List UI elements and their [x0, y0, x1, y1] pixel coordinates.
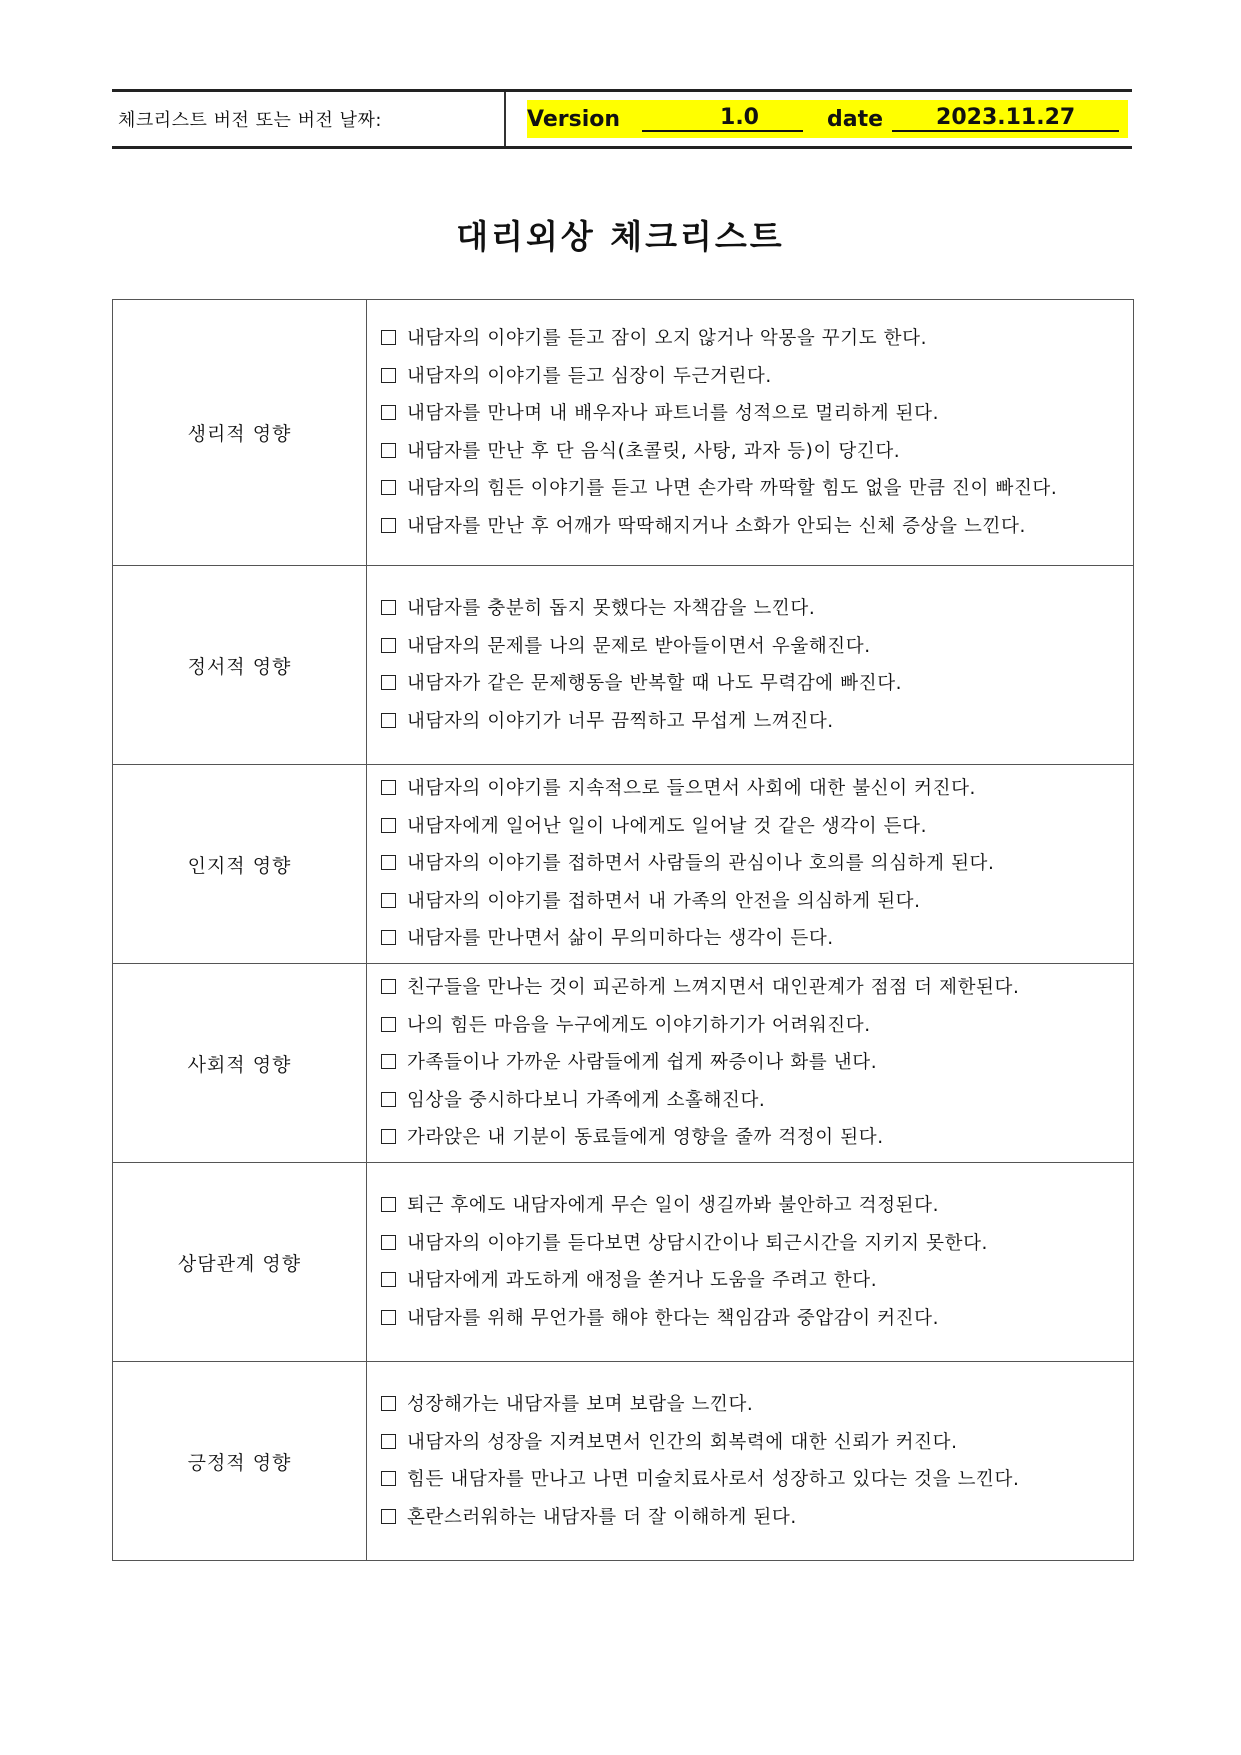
checkbox[interactable] [381, 1310, 396, 1325]
checklist-items [367, 1163, 1134, 1362]
checkbox[interactable] [381, 443, 396, 458]
checklist-items [367, 964, 1134, 1163]
checkbox[interactable] [381, 1017, 396, 1032]
checklist-item [381, 808, 1133, 846]
checklist-item-text: 내담자의 문제를 나의 문제로 받아들이면서 우울해진다. [407, 635, 871, 657]
checkbox[interactable] [381, 480, 396, 495]
checkbox[interactable] [381, 1129, 396, 1144]
checklist-row [113, 1362, 1134, 1561]
checklist-item-text: 내담자를 충분히 돕지 못했다는 자책감을 느낀다. [407, 598, 816, 619]
checkbox[interactable] [381, 1272, 396, 1287]
checklist-item-text: 나의 힘든 마음을 누구에게도 이야기하기가 어려워진다. [407, 1014, 871, 1036]
checklist-item [381, 1007, 1133, 1045]
category-label: 상담관계 영향 [113, 1163, 367, 1362]
checklist-item-text: 성장해가는 내담자를 보며 보람을 느낀다. [407, 1394, 754, 1415]
checklist-item-text: 내담자의 힘든 이야기를 듣고 나면 손가락 까딱할 힘도 없을 만큼 진이 빠진다. [407, 478, 1058, 499]
checkbox[interactable] [381, 405, 396, 420]
checkbox[interactable] [381, 1434, 396, 1449]
checklist-row [113, 964, 1134, 1163]
checklist-item [381, 703, 1133, 741]
checkbox[interactable] [381, 1054, 396, 1069]
checklist-items [367, 566, 1134, 765]
checklist-item-text: 내담자의 이야기를 듣고 심장이 두근거린다. [407, 365, 772, 387]
checkbox[interactable] [381, 1471, 396, 1486]
checklist-item [381, 969, 1133, 1007]
checklist-item [381, 1300, 1133, 1338]
checkbox[interactable] [381, 638, 396, 653]
checklist-item-text: 내담자의 이야기를 접하면서 내 가족의 안전을 의심하게 된다. [407, 890, 921, 912]
checklist-item [381, 320, 1133, 358]
document-title: 대리외상 체크리스트 [456, 217, 785, 256]
checkbox[interactable] [381, 893, 396, 908]
checklist-row [113, 566, 1134, 765]
checkbox[interactable] [381, 1235, 396, 1250]
checkbox[interactable] [381, 818, 396, 833]
checklist-item-text: 가라앉은 내 기분이 동료들에게 영향을 줄까 걱정이 된다. [407, 1127, 884, 1149]
checklist-item-text: 내담자를 만나면서 삶이 무의미하다는 생각이 든다. [407, 928, 834, 950]
checkbox[interactable] [381, 713, 396, 728]
checklist-item [381, 1424, 1133, 1462]
version-highlight [527, 100, 1128, 138]
checklist-item-text: 임상을 중시하다보니 가족에게 소홀해진다. [407, 1089, 766, 1111]
checklist-item-text: 내담자를 만난 후 어깨가 딱딱해지거나 소화가 안되는 신체 증상을 느낀다. [407, 515, 1026, 537]
checklist-item [381, 395, 1133, 433]
checklist-item-text: 내담자가 같은 문제행동을 반복할 때 나도 무력감에 빠진다. [407, 673, 903, 694]
checklist-item-text: 내담자의 이야기가 너무 끔찍하고 무섭게 느껴진다. [407, 710, 834, 732]
checklist-item [381, 845, 1133, 883]
checklist-item [381, 1225, 1133, 1263]
checklist-row [113, 765, 1134, 964]
checklist-item [381, 628, 1133, 666]
checkbox[interactable] [381, 930, 396, 945]
checklist-item [381, 1262, 1133, 1300]
checklist-item [381, 590, 1133, 628]
checklist-item-text: 내담자를 위해 무언가를 해야 한다는 책임감과 중압감이 커진다. [407, 1307, 940, 1329]
checkbox[interactable] [381, 1197, 396, 1212]
category-label: 긍정적 영향 [113, 1362, 367, 1561]
checklist-item [381, 358, 1133, 396]
checkbox[interactable] [381, 368, 396, 383]
version-value: 1.0 [642, 107, 803, 132]
checklist-item [381, 883, 1133, 921]
checklist-row [113, 300, 1134, 566]
checklist-items [367, 765, 1134, 964]
checklist-item [381, 470, 1133, 508]
checklist-item [381, 665, 1133, 703]
checklist-item [381, 1044, 1133, 1082]
checklist-item-text: 가족들이나 가까운 사람들에게 쉽게 짜증이나 화를 낸다. [407, 1052, 878, 1074]
checklist-item-text: 내담자에게 일어난 일이 나에게도 일어날 것 같은 생각이 든다. [407, 815, 928, 837]
checklist-item-text: 퇴근 후에도 내담자에게 무슨 일이 생길까봐 불안하고 걱정된다. [407, 1195, 940, 1216]
checklist-item-text: 내담자의 이야기를 지속적으로 들으면서 사회에 대한 불신이 커진다. [407, 778, 977, 800]
checkbox[interactable] [381, 979, 396, 994]
checklist-row [113, 1163, 1134, 1362]
checklist-item-text: 내담자의 성장을 지켜보면서 인간의 회복력에 대한 신뢰가 커진다. [407, 1431, 958, 1453]
checkbox[interactable] [381, 1509, 396, 1524]
checkbox[interactable] [381, 675, 396, 690]
checklist-item-text: 친구들을 만나는 것이 피곤하게 느껴지면서 대인관계가 점점 더 제한된다. [407, 977, 1020, 999]
checklist-item-text: 힘든 내담자를 만나고 나면 미술치료사로서 성장하고 있다는 것을 느낀다. [407, 1469, 1020, 1490]
checkbox[interactable] [381, 780, 396, 795]
checklist-item [381, 1386, 1133, 1424]
checklist-item-text: 내담자의 이야기를 접하면서 사람들의 관심이나 호의를 의심하게 된다. [407, 853, 995, 875]
checklist-item [381, 920, 1133, 958]
date-label: date [827, 106, 884, 132]
checklist-item [381, 1461, 1133, 1499]
version-header-label: 체크리스트 버전 또는 버전 날짜: [112, 92, 506, 146]
checkbox[interactable] [381, 518, 396, 533]
checklist-item-text: 내담자에게 과도하게 애정을 쏟거나 도움을 주려고 한다. [407, 1270, 878, 1291]
checklist-item [381, 1082, 1133, 1120]
checklist-item [381, 770, 1133, 808]
category-label: 정서적 영향 [113, 566, 367, 765]
checklist-item-text: 내담자를 만나며 내 배우자나 파트너를 성적으로 멀리하게 된다. [407, 403, 940, 424]
category-label: 생리적 영향 [113, 300, 367, 566]
version-header [112, 89, 1132, 149]
checklist-items [367, 300, 1134, 566]
checklist-item-text: 내담자를 만난 후 단 음식(초콜릿, 사탕, 과자 등)이 당긴다. [407, 440, 901, 462]
checkbox[interactable] [381, 330, 396, 345]
version-label: Version [527, 106, 621, 132]
checklist-item [381, 1187, 1133, 1225]
checklist-item [381, 433, 1133, 471]
checkbox[interactable] [381, 600, 396, 615]
checkbox[interactable] [381, 1092, 396, 1107]
checkbox[interactable] [381, 855, 396, 870]
version-header-value-cell [506, 92, 1132, 146]
category-label: 사회적 영향 [113, 964, 367, 1163]
checklist-item-text: 내담자의 이야기를 듣다보면 상담시간이나 퇴근시간을 지키지 못한다. [407, 1232, 989, 1254]
checklist-items [367, 1362, 1134, 1561]
checkbox[interactable] [381, 1396, 396, 1411]
checklist-item [381, 1119, 1133, 1157]
checklist-item [381, 508, 1133, 546]
category-label: 인지적 영향 [113, 765, 367, 964]
checklist-item-text: 혼란스러워하는 내담자를 더 잘 이해하게 된다. [407, 1506, 797, 1528]
checklist-item-text: 내담자의 이야기를 듣고 잠이 오지 않거나 악몽을 꾸기도 한다. [407, 328, 928, 349]
date-value: 2023.11.27 [892, 107, 1119, 132]
checklist-table [112, 299, 1134, 1561]
checklist-item [381, 1499, 1133, 1537]
